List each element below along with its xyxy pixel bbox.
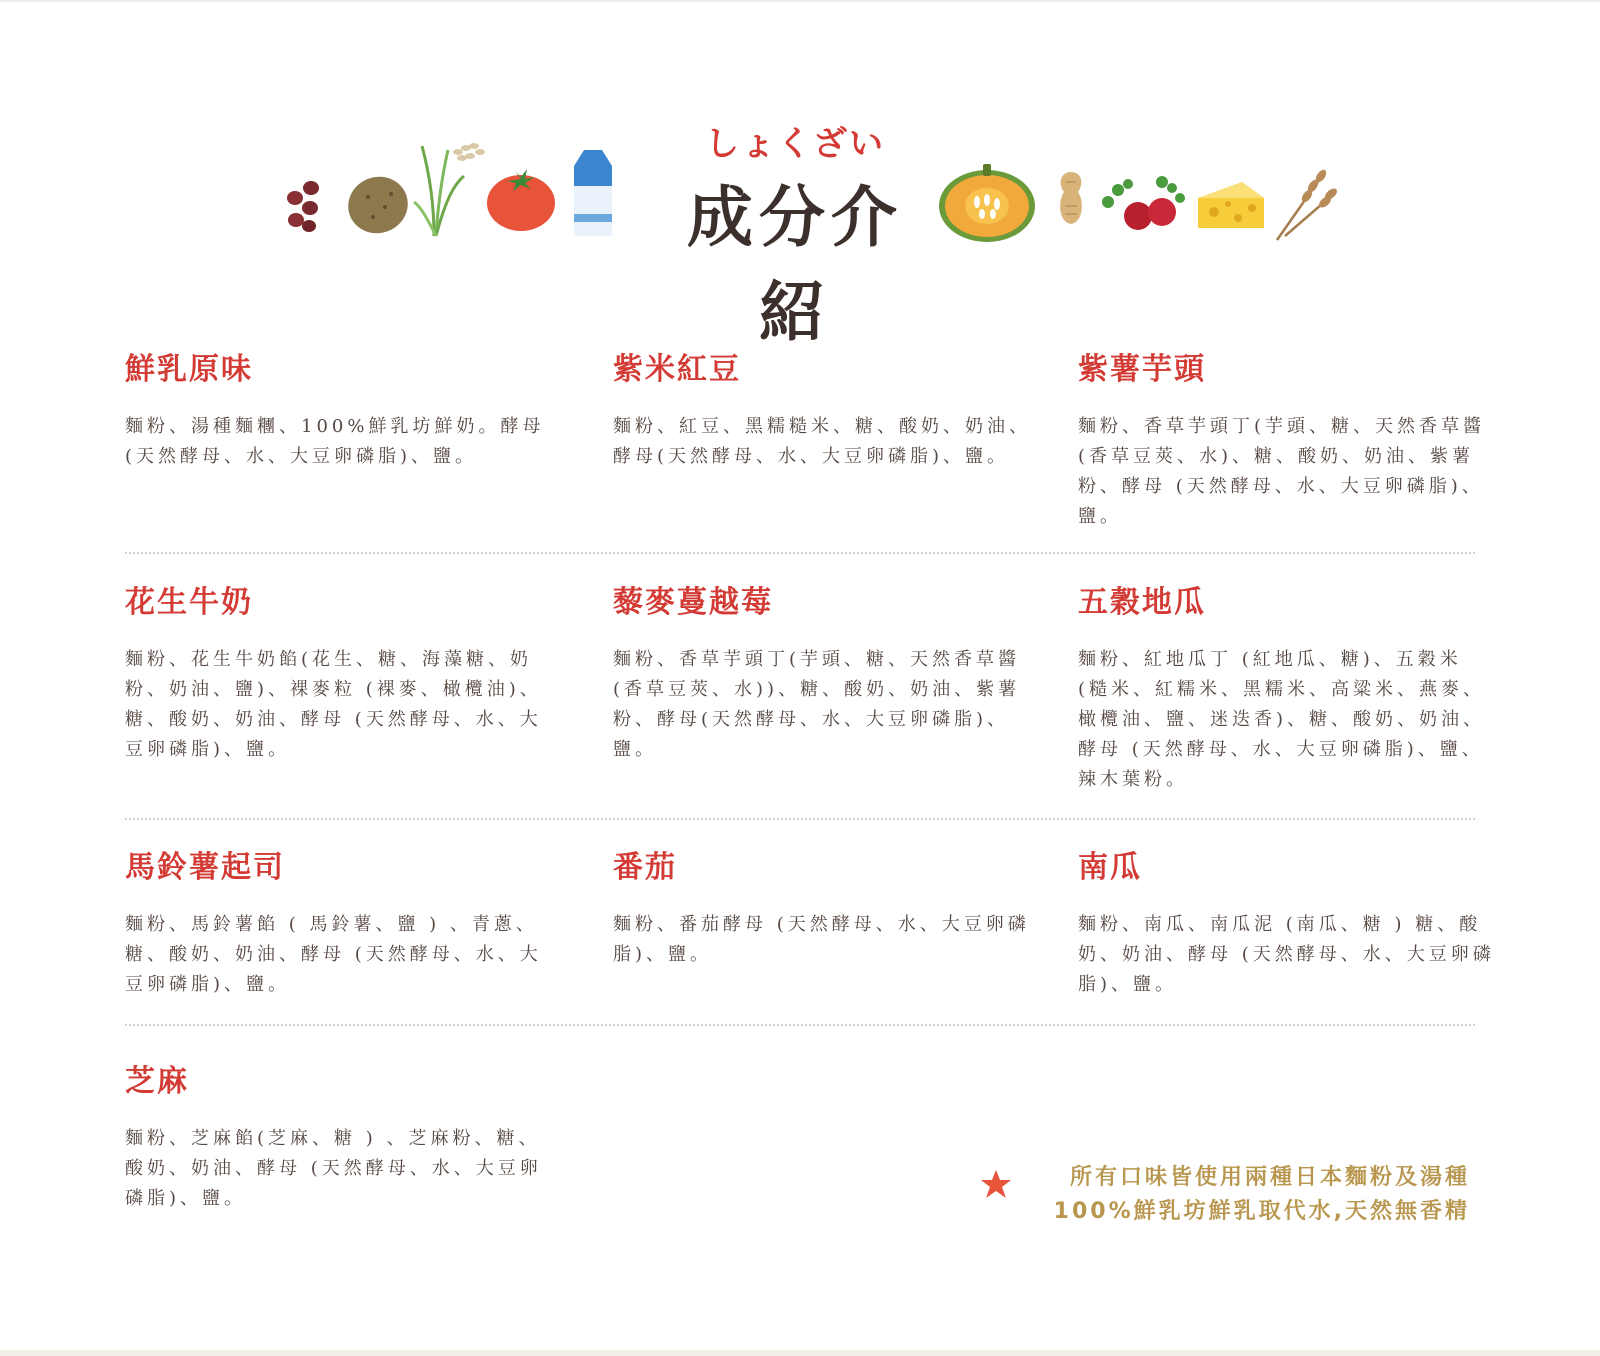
product-item <box>125 583 545 765</box>
rice-plant-icon <box>412 136 492 238</box>
product-item <box>1078 583 1498 795</box>
product-name: 鮮乳原味 <box>125 352 253 387</box>
radish-icon <box>1100 172 1188 234</box>
product-name: 藜麥蔓越莓 <box>613 585 773 620</box>
potato-icon <box>343 172 413 237</box>
red-beans-icon <box>283 178 323 234</box>
product-item <box>613 848 1033 970</box>
top-border <box>0 0 1600 2</box>
row-divider <box>125 818 1475 820</box>
product-name: 南瓜 <box>1078 850 1142 885</box>
footnote-line-2: 100%鮮乳坊鮮乳取代水,天然無香精 <box>1053 1199 1470 1224</box>
row-divider <box>125 552 1475 554</box>
product-name: 紫米紅豆 <box>613 352 741 387</box>
header-kana: しょくざい <box>705 124 885 164</box>
product-ingredients: 麵粉、馬鈴薯餡 ( 馬鈴薯、鹽 ) 、青蔥、糖、酸奶、奶油、酵母 (天然酵母、水、大豆卵磷脂)、鹽。 <box>125 914 542 995</box>
star-icon <box>980 1168 1012 1200</box>
product-name: 紫薯芋頭 <box>1078 352 1206 387</box>
product-item <box>1078 350 1498 532</box>
cheese-icon <box>1196 180 1266 230</box>
product-ingredients: 麵粉、芝麻餡(芝麻、糖 ) 、芝麻粉、糖、酸奶、奶油、酵母 (天然酵母、水、大豆卵磷脂)、鹽。 <box>125 1128 542 1209</box>
row-divider <box>125 1024 1475 1026</box>
page-title: 成分介紹 <box>687 179 903 351</box>
product-ingredients: 麵粉、湯種麵糰、100%鮮乳坊鮮奶。酵母 (天然酵母、水、大豆卵磷脂)、鹽。 <box>125 416 545 467</box>
peanut-icon <box>1056 170 1086 226</box>
product-name: 芝麻 <box>125 1064 189 1099</box>
wheat-icon <box>1273 166 1337 242</box>
product-ingredients: 麵粉、番茄酵母 (天然酵母、水、大豆卵磷脂)、鹽。 <box>613 914 1030 965</box>
product-item <box>613 350 1033 472</box>
product-item <box>1078 848 1498 1000</box>
product-ingredients: 麵粉、香草芋頭丁(芋頭、糖、天然香草醬 (香草豆莢、水))、糖、酸奶、奶油、紫薯粉、酵母(天然酵母、水、大豆卵磷脂)、鹽。 <box>613 649 1021 760</box>
product-item <box>125 848 545 1000</box>
product-ingredients: 麵粉、香草芋頭丁(芋頭、糖、天然香草醬 (香草豆莢、水)、糖、酸奶、奶油、紫薯粉、酵母 (天然酵母、水、大豆卵磷脂)、鹽。 <box>1078 416 1486 527</box>
product-ingredients: 麵粉、南瓜、南瓜泥 (南瓜、糖 ) 糖、酸奶、奶油、酵母 (天然酵母、水、大豆卵磷脂)、鹽。 <box>1078 914 1495 995</box>
product-name: 番茄 <box>613 850 677 885</box>
tomato-icon <box>485 165 557 233</box>
product-name: 五穀地瓜 <box>1078 585 1206 620</box>
product-item <box>125 350 545 472</box>
product-name: 馬鈴薯起司 <box>125 850 285 885</box>
page-header <box>0 100 1600 351</box>
product-name: 花生牛奶 <box>125 585 253 620</box>
product-item <box>613 583 1033 765</box>
pumpkin-icon <box>937 160 1037 244</box>
product-item <box>125 1062 545 1214</box>
footnote-line-1: 所有口味皆使用兩種日本麵粉及湯種 <box>1069 1165 1470 1190</box>
milk-carton-icon <box>570 148 616 238</box>
product-ingredients: 麵粉、花生牛奶餡(花生、糖、海藻糖、奶粉、奶油、鹽)、裸麥粒 (裸麥、橄欖油)、糖、酸奶、奶油、酵母 (天然酵母、水、大豆卵磷脂)、鹽。 <box>125 649 542 760</box>
product-ingredients: 麵粉、紅豆、黑糯糙米、糖、酸奶、奶油、酵母(天然酵母、水、大豆卵磷脂)、鹽。 <box>613 416 1031 467</box>
bottom-border <box>0 1350 1600 1356</box>
product-ingredients: 麵粉、紅地瓜丁 (紅地瓜、糖)、五穀米 (糙米、紅糯米、黑糯米、高粱米、燕麥、橄欖油、鹽、迷迭香)、糖、酸奶、奶油、酵母 (天然酵母、水、大豆卵磷脂)、鹽、辣木葉粉。 <box>1078 649 1486 790</box>
